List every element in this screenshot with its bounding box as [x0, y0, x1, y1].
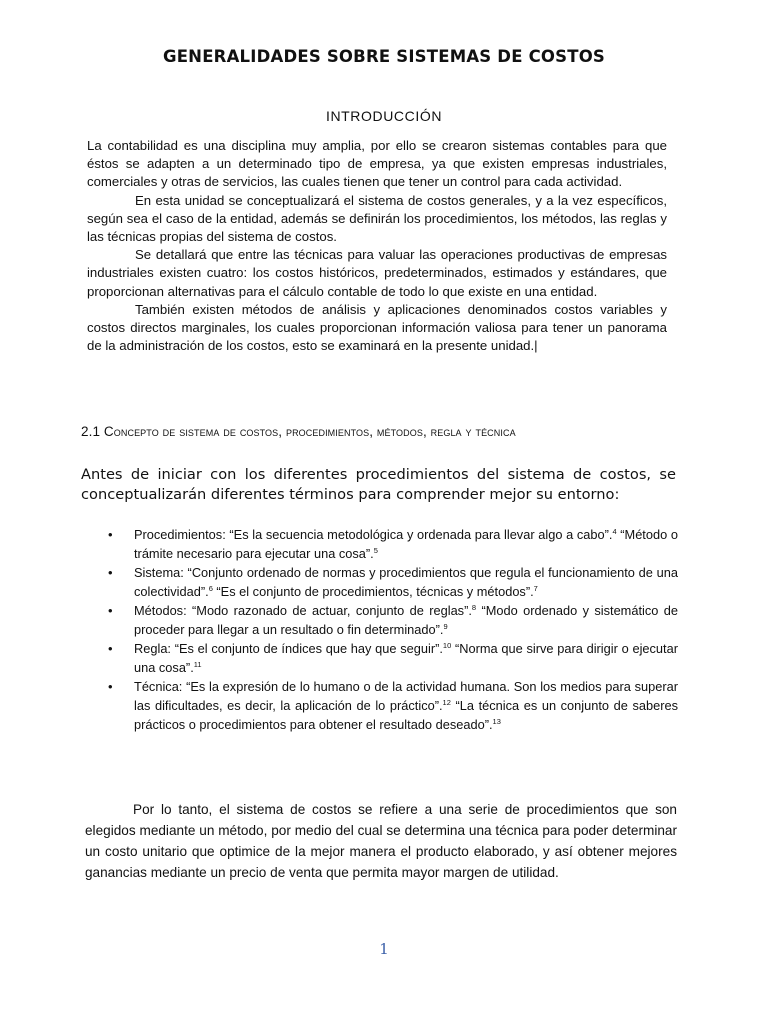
page-title: GENERALIDADES SOBRE SISTEMAS DE COSTOS — [162, 47, 606, 66]
intro-paragraph: En esta unidad se conceptualizará el sistema de costos generales, y a la vez específicos, según sea el caso de la entidad, además se definirán los procedimientos, los métodos, las reglas y las técnicas propias del sistema de costos. — [87, 192, 667, 245]
list-item — [108, 677, 678, 734]
definition-text: “Modo ordenado y sistemático de proceder para llegar a un resultado o fin determinado”. — [134, 603, 678, 637]
intro-paragraph: La contabilidad es una disciplina muy amplia, por ello se crearon sistemas contables para que éstos se adapten a un determinado tipo de empresa, ya que existen empresas industriales, comerciales y otras de servicios, las cuales tienen que tener un control para cada actividad. — [87, 138, 667, 190]
conclusion-paragraph: Por lo tanto, el sistema de costos se refiere a una serie de procedimientos que son elegidos mediante un método, por medio del cual se determina una técnica para poder determinar un costo unitario que optimice de la mejor manera el producto elaborado, y así obtener mejores ganancias mediante un precio de venta que permita mayor margen de utilidad. — [85, 802, 677, 880]
page-number: 1 — [379, 940, 389, 958]
section-heading: 2.1 Concepto de sistema de costos, procedimientos, métodos, regla y técnica — [81, 424, 516, 439]
definition-text: “La técnica es un conjunto de saberes prácticos o procedimientos para obtener el resultado deseado”. — [134, 698, 679, 732]
list-item — [108, 563, 678, 601]
intro-heading: INTRODUCCIÓN — [325, 108, 443, 124]
bullet-icon: • — [108, 679, 113, 694]
footnote-ref: 4 — [612, 527, 617, 536]
footnote-ref: 9 — [443, 622, 448, 631]
conclusion-block — [85, 799, 677, 883]
footnote-ref: 12 — [442, 698, 451, 707]
list-item — [108, 601, 678, 639]
definition-text: “Norma que sirve para dirigir o ejecutar una cosa”. — [134, 641, 678, 675]
footnote-ref: 6 — [208, 584, 213, 593]
list-item — [108, 525, 678, 563]
definition-text: Regla: “Es el conjunto de índices que hay que seguir”. — [134, 641, 443, 656]
definitions-list — [108, 525, 678, 734]
definition-text: Sistema: “Conjunto ordenado de normas y procedimientos que regula el funcionamiento de una colectividad”. — [134, 565, 678, 599]
definition-text: Procedimientos: “Es la secuencia metodológica y ordenada para llevar algo a cabo”. — [134, 527, 613, 542]
bullet-icon: • — [108, 603, 113, 618]
footnote-ref: 11 — [193, 660, 202, 669]
bullet-icon: • — [108, 565, 113, 580]
definition-text: Métodos: “Modo razonado de actuar, conjunto de reglas”. — [134, 603, 472, 618]
section-intro: Antes de iniciar con los diferentes procedimientos del sistema de costos, se conceptualizarán diferentes términos para comprender mejor su entorno: — [81, 466, 676, 503]
definition-text: Técnica: “Es la expresión de lo humano o de la actividad humana. Son los medios para superar las dificultades, es decir, la aplicación de lo práctico”. — [134, 679, 678, 713]
list-item — [108, 639, 678, 677]
footnote-ref: 10 — [442, 641, 452, 650]
intro-text-block — [87, 137, 667, 355]
footnote-ref: 5 — [373, 546, 378, 555]
intro-paragraph: También existen métodos de análisis y aplicaciones denominados costos variables y costos directos marginales, los cuales proporcionan información valiosa para tener un panorama de la administración de los costos, esto se examinará en la presente unidad.| — [87, 301, 667, 354]
footnote-ref: 13 — [492, 717, 501, 726]
bullet-icon: • — [108, 641, 113, 656]
footnote-ref: 8 — [471, 603, 477, 612]
definition-text: “Es el conjunto de procedimientos, técnicas y métodos”. — [212, 584, 534, 599]
definition-text: “Método o trámite necesario para ejecutar una cosa”. — [134, 527, 678, 561]
bullet-icon: • — [108, 527, 113, 542]
footnote-ref: 7 — [533, 584, 538, 593]
intro-paragraph: Se detallará que entre las técnicas para valuar las operaciones productivas de empresas industriales existen cuatro: los costos históricos, predeterminados, estimados y estándares, que proporcionan alternativas para el cálculo contable de todo lo que existe en una entidad. — [87, 247, 667, 299]
